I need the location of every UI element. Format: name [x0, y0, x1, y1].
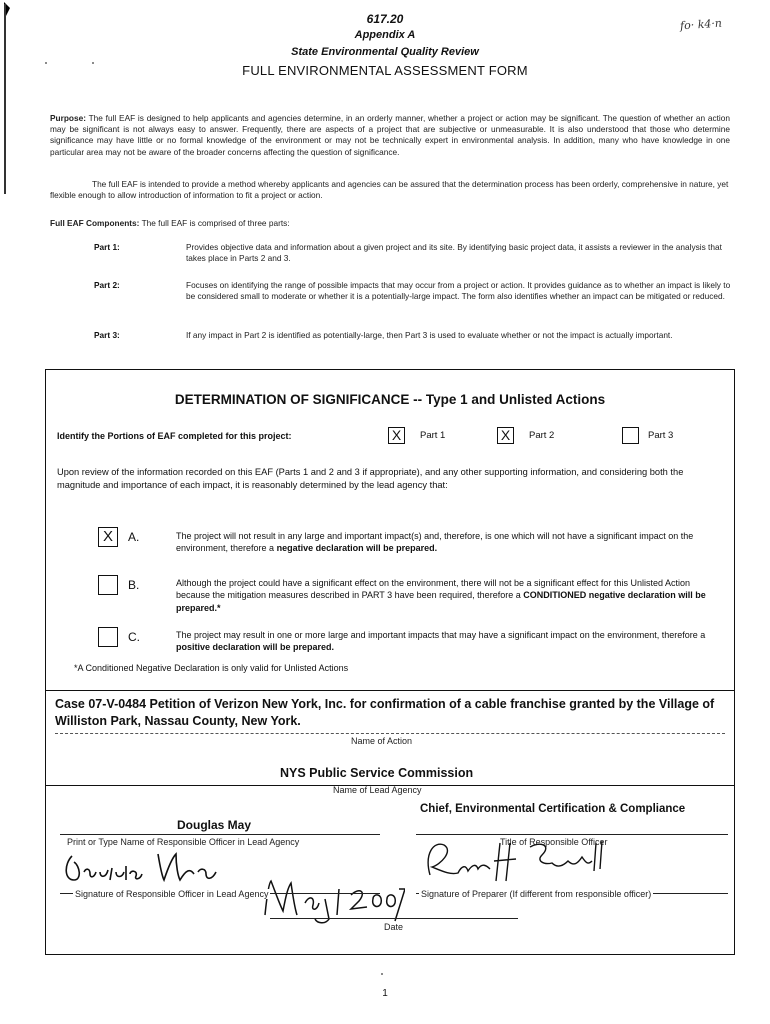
option-c-checkbox[interactable]	[98, 627, 118, 647]
part-3-text: If any impact in Part 2 is identified as potentially-large, then Part 3 is used to evaluate whether or not the impact is actually important.	[186, 330, 673, 340]
option-b-letter: B.	[128, 578, 140, 592]
part-3-checkbox-label: Part 3	[648, 430, 674, 441]
option-b-text	[176, 577, 720, 614]
name-of-action-label: Name of Action	[351, 736, 413, 746]
case-name-of-action: Case 07-V-0484 Petition of Verizon New York, Inc. for confirmation of a cable franchise granted by the Village of Williston Park, Nassau County, New York.	[55, 697, 715, 728]
part-3-label: Part 3:	[94, 330, 120, 340]
part-2-checkbox-label: Part 2	[529, 430, 555, 441]
page-number: 1	[382, 988, 388, 999]
officer-name-line	[60, 834, 380, 835]
identify-portions-label: Identify the Portions of EAF completed for this project:	[57, 431, 292, 441]
option-c-letter: C.	[128, 630, 140, 644]
handwritten-date	[255, 875, 405, 927]
preparer-signature	[410, 835, 740, 893]
part-2-checkbox[interactable]: X	[497, 427, 514, 444]
purpose-paragraph	[50, 113, 730, 158]
section-number: 617.20	[366, 12, 404, 26]
purpose-text: The full EAF is designed to help applicants and agencies determine, in an orderly manner, whether a project or action may be significant. The question of whether an action may be significant is not always easy to answer. Frequently, there are aspects of a project that are subjective or unmeasurable. It is also understood that those who determine significance may have little or no formal knowledge of the environment or may not be technically expert in environmental analysis. In addition, many who have knowledge in one particular area may not be aware of the broader concerns affecting the question of significance.	[50, 113, 730, 157]
option-b-body: Although the project could have a significant effect on the environment, there will not be a significant effect for this Unlisted Action because the mitigation measures described in PART 3 have been required, therefore a	[176, 578, 690, 601]
option-a-body: The project will not result in any large and important impact(s) and, therefore, is one which will not have a significant impact on the environment, therefore a	[176, 531, 694, 554]
purpose-label: Purpose:	[50, 113, 86, 123]
part-1-text: Provides objective data and information about a given project and its site. By identifying basic project data, it assists a reviewer in the analysis that takes place in Parts 2 and 3.	[186, 242, 722, 264]
officer-name-label: Print or Type Name of Responsible Officer in Lead Agency	[67, 837, 300, 847]
date-label: Date	[384, 922, 404, 932]
option-a-letter: A.	[128, 530, 140, 544]
appendix-label: Appendix A	[354, 29, 416, 41]
determination-title: DETERMINATION OF SIGNIFICANCE -- Type 1 and Unlisted Actions	[174, 392, 606, 407]
name-of-action-line	[55, 733, 725, 734]
option-c-text	[176, 629, 720, 654]
option-b-bold: CONDITIONED negative declaration will be prepared.*	[176, 590, 706, 613]
scan-dot	[381, 973, 383, 975]
part-2-text: Focuses on identifying the range of possible impacts that may occur from a project or action. It provides guidance as to whether an impact is likely to be considered small to moderate or whether it is a potentially-large impact. The form also identifies whether an impact can be mitigated or reduced.	[186, 280, 731, 302]
part-2-label: Part 2:	[94, 280, 120, 290]
officer-signature	[60, 846, 230, 894]
lead-agency-name: NYS Public Service Commission	[280, 766, 474, 780]
part-3-checkbox[interactable]	[622, 427, 639, 444]
preparer-signature-label: Signature of Preparer (If different from responsible officer)	[421, 889, 652, 899]
officer-title-label: Title of Responsible Officer	[500, 837, 608, 847]
review-title: State Environmental Quality Review	[291, 46, 479, 58]
components-text: The full EAF is comprised of three parts:	[141, 218, 290, 228]
officer-signature-label: Signature of Responsible Officer in Lead Agency	[75, 889, 269, 899]
option-a-checkbox[interactable]: X	[98, 527, 118, 547]
handwritten-note: fo· k4·n	[679, 16, 723, 33]
part-1-checkbox[interactable]: X	[388, 427, 405, 444]
footnote: *A Conditioned Negative Declaration is only valid for Unlisted Actions	[74, 663, 349, 673]
option-a-text	[176, 530, 720, 555]
option-b-checkbox[interactable]	[98, 575, 118, 595]
date-line	[270, 918, 518, 919]
option-c-body: The project may result in one or more large and important impacts that may have a significant impact on the environment, therefore a	[176, 630, 706, 640]
part-1-checkbox-label: Part 1	[420, 430, 446, 441]
components-line	[50, 218, 730, 229]
components-label: Full EAF Components:	[50, 218, 140, 228]
option-c-bold: positive declaration will be prepared.	[176, 642, 335, 653]
purpose-paragraph-2: The full EAF is intended to provide a method whereby applicants and agencies can be assured that the determination process has been orderly, comprehensive in nature, yet flexible enough to allow introduction of information to fit a project or action.	[50, 179, 729, 201]
officer-title: Chief, Environmental Certification & Compliance	[420, 803, 686, 815]
form-title: FULL ENVIRONMENTAL ASSESSMENT FORM	[242, 63, 528, 78]
officer-name: Douglas May	[177, 818, 252, 832]
option-a-bold: negative declaration will be prepared.	[276, 543, 438, 554]
upon-review-text: Upon review of the information recorded on this EAF (Parts 1 and 2 and 3 if appropriate), and any other supporting information, and considering both the magnitude and importance of each impact, it is reasonably determined by the lead agency that:	[57, 467, 684, 491]
part-1-label: Part 1:	[94, 242, 120, 252]
lead-agency-label: Name of Lead Agency	[333, 785, 422, 795]
